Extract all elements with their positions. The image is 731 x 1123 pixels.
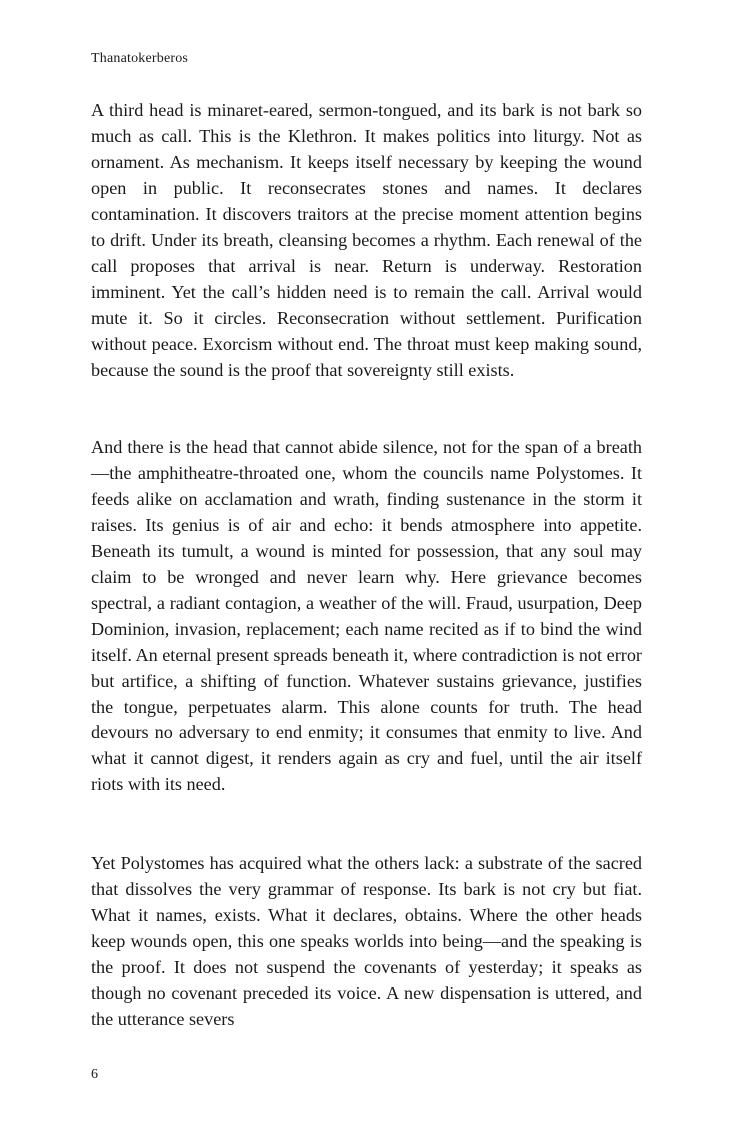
page-number: 6 [91,1067,98,1082]
body-paragraph [91,98,642,383]
body-paragraph [91,851,642,1033]
paragraph-text: And there is the head that cannot abide silence, not for the span of a breath—the amphitheatre-throated one, whom the councils name Polystomes. It feeds alike on acclamation and wrath, finding sustenance in the storm it raises. Its genius is of air and echo: it bends atmosphere into appetite. Beneath its tumult, a wound is minted for possession, that any soul may claim to be wronged and never learn why. Here grievance becomes spectral, a radiant contagion, a weather of the will. Fraud, usurpation, Deep Dominion, invasion, replacement; each name recited as if to bind the wind itself. An eternal present spreads beneath it, where contradiction is not error but artifice, a shifting of function. Whatever sustains grievance, justifies the tongue, perpetuates alarm. This alone counts for truth. The head devours no adversary to end enmity; it consumes that enmity to live. And what it cannot digest, it renders again as cry and fuel, until the air itself riots with its need. [91,437,642,795]
body-paragraph [91,435,642,798]
paragraph-text: A third head is minaret-eared, sermon-tongued, and its bark is not bark so much as call. This is the Klethron. It makes politics into liturgy. Not as ornament. As mechanism. It keeps itself necessary by keeping the wound open in public. It reconsecrates stones and names. It declares contamination. It discovers traitors at the precise moment attention begins to drift. Under its breath, cleansing becomes a rhythm. Each renewal of the call proposes that arrival is near. Return is underway. Restoration imminent. Yet the call’s hidden need is to remain the call. Arrival would mute it. So it circles. Reconsecration without settlement. Purification without peace. Exorcism without end. The throat must keep making sound, because the sound is the proof that sovereignty still exists. [91,100,642,380]
paragraph-text: Yet Polystomes has acquired what the others lack: a substrate of the sacred that dissolves the very grammar of response. Its bark is not cry but fiat. What it names, exists. What it declares, obtains. Where the other heads keep wounds open, this one speaks worlds into being—and the speaking is the proof. It does not suspend the covenants of yesterday; it speaks as though no covenant preceded its voice. A new dispensation is uttered, and the utterance severs [91,853,642,1029]
running-head: Thanatokerberos [91,51,189,66]
